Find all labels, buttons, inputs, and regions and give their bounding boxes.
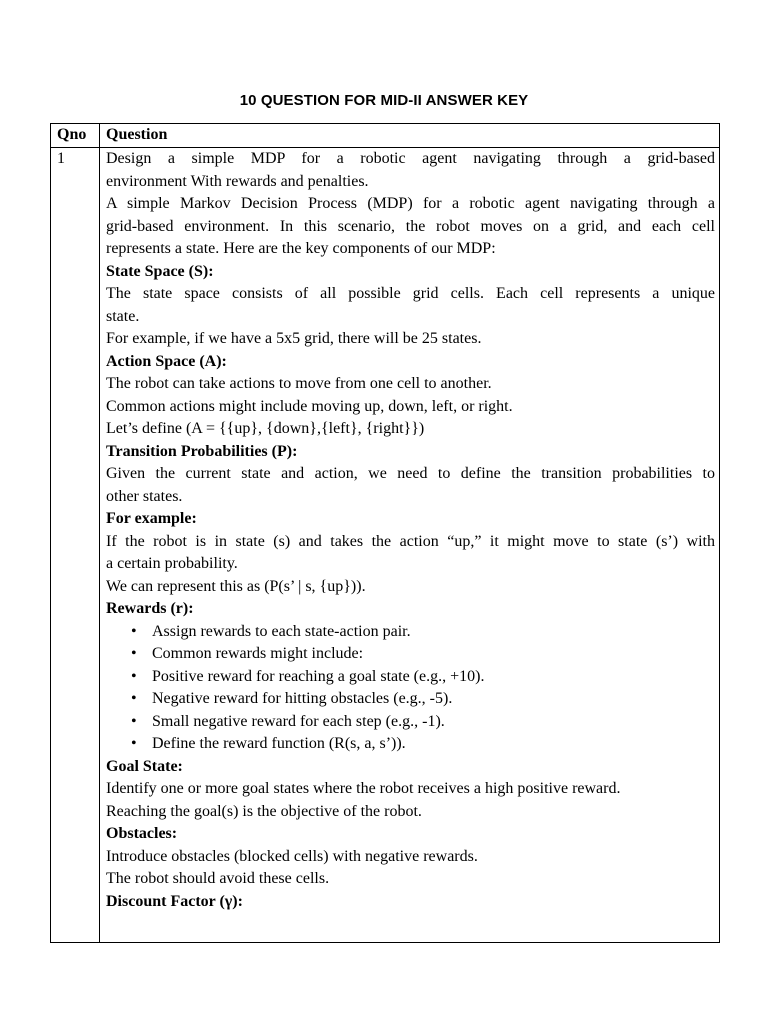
list-item: • Positive reward for reaching a goal state (e.g., +10). xyxy=(152,666,715,689)
obstacles-heading: Obstacles: xyxy=(106,825,178,842)
action-space-text: The robot can take actions to move from one cell to another. xyxy=(106,375,492,392)
table-row xyxy=(51,148,720,943)
obstacles-text: The robot should avoid these cells. xyxy=(106,870,330,887)
goal-state-text: Reaching the goal(s) is the objective of the robot. xyxy=(106,802,422,820)
qno-header: Qno xyxy=(51,124,100,148)
example-text: a certain probability. xyxy=(106,555,238,572)
question-text-line: Design a simple MDP for a robotic agent navigating through a grid-based xyxy=(106,150,715,167)
question-number: 1 xyxy=(51,148,100,943)
list-item: • Negative reward for hitting obstacles (e.g., -5). xyxy=(152,688,715,711)
action-space-definition: Let’s define (A = {{up}, {down},{left}, {right}}) xyxy=(106,420,425,437)
list-item: • Small negative reward for each step (e.g., -1). xyxy=(152,711,715,734)
state-space-example: For example, if we have a 5x5 grid, there will be 25 states. xyxy=(106,330,482,347)
state-space-heading: State Space (S): xyxy=(106,262,214,280)
rewards-heading: Rewards (r): xyxy=(106,600,194,617)
transition-heading: Transition Probabilities (P): xyxy=(106,442,298,460)
state-space-text: state. xyxy=(106,307,140,325)
table-header-row xyxy=(51,124,720,148)
transition-text: other states. xyxy=(106,487,183,505)
list-item: • Assign rewards to each state-action pair. xyxy=(152,621,715,644)
question-text-line: environment With rewards and penalties. xyxy=(106,172,369,190)
intro-text-line: A simple Markov Decision Process (MDP) for a robotic agent navigating through a xyxy=(106,195,715,212)
rewards-list xyxy=(106,621,715,756)
action-space-text: Common actions might include moving up, down, left, or right. xyxy=(106,397,513,415)
question-answer-cell xyxy=(100,148,720,943)
intro-text-line: represents a state. Here are the key components of our MDP: xyxy=(106,240,496,257)
transition-text: Given the current state and action, we need to define the transition probabilities to xyxy=(106,465,715,482)
obstacles-text: Introduce obstacles (blocked cells) with negative rewards. xyxy=(106,847,478,865)
list-item: • Common rewards might include: xyxy=(152,643,715,666)
answer-key-table xyxy=(50,123,720,943)
list-item: • Define the reward function (R(s, a, s’)). xyxy=(152,733,715,756)
question-header: Question xyxy=(100,124,720,148)
example-text: If the robot is in state (s) and takes the action “up,” it might move to state (s’) with xyxy=(106,532,715,550)
document-title: 10 QUESTION FOR MID-II ANSWER KEY xyxy=(239,92,529,109)
discount-factor-heading: Discount Factor (γ): xyxy=(106,892,243,910)
goal-state-text: Identify one or more goal states where the robot receives a high positive reward. xyxy=(106,780,621,797)
action-space-heading: Action Space (A): xyxy=(106,352,227,370)
example-heading: For example: xyxy=(106,510,197,527)
example-text: We can represent this as (P(s’ | s, {up})). xyxy=(106,577,366,595)
state-space-text: The state space consists of all possible grid cells. Each cell represents a unique xyxy=(106,285,715,302)
goal-state-heading: Goal State: xyxy=(106,757,183,775)
intro-text-line: grid-based environment. In this scenario, the robot moves on a grid, and each cell xyxy=(106,217,715,235)
